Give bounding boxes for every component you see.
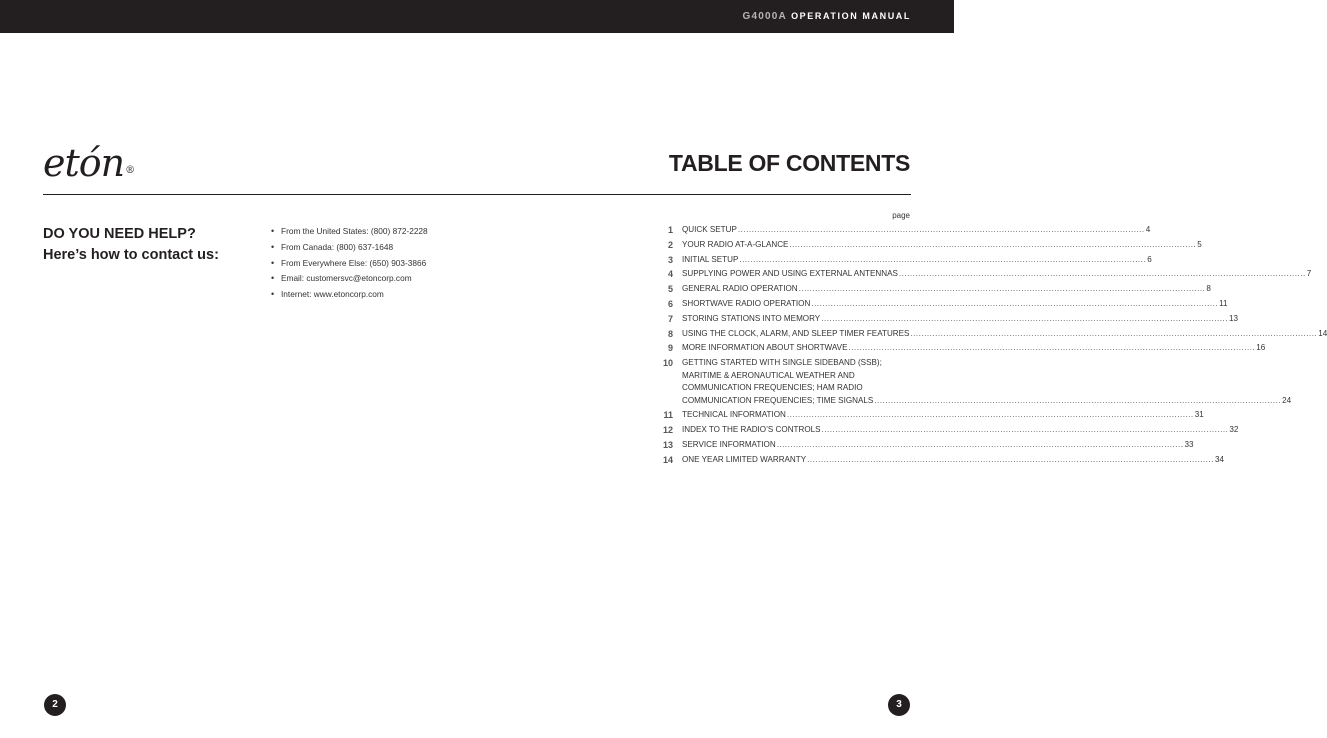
model-name: G4000A [742,11,787,22]
toc-entry-line [682,357,1291,370]
toc-entry-text: INITIAL SETUP [682,254,739,264]
toc-entry-text: USING THE CLOCK, ALARM, AND SLEEP TIMER FEATURES [682,328,910,338]
toc-entry-page: 7 [1306,269,1312,279]
toc-entry [656,342,1266,355]
contact-website: Internet: www.etoncorp.com [281,289,384,300]
toc-entry-page: 8 [1206,284,1211,294]
toc-entry-title [682,283,1211,296]
toc-entry-text: SHORTWAVE RADIO OPERATION [682,298,811,308]
toc-entry-title [682,254,1152,267]
dot-leader [874,395,1281,408]
toc-entry-title [682,224,1150,237]
dot-leader [821,313,1228,326]
toc-entry-line [682,328,1327,341]
divider [43,194,911,195]
toc-entry-line [682,424,1238,437]
toc-entry-line [682,454,1224,467]
page-title: TABLE OF CONTENTS [668,150,910,176]
toc-entry [656,454,1224,467]
page-number-left: 2 [44,694,66,716]
dot-leader [777,439,1184,452]
bullet-icon: • [271,273,275,284]
toc-entry-number: 11 [663,410,673,421]
toc-entry-title [682,298,1228,311]
toc-entry-text: SUPPLYING POWER AND USING EXTERNAL ANTENNAS [682,269,898,279]
bullet-icon: • [271,289,275,300]
manual-label: OPERATION MANUAL [791,11,911,21]
toc-list [656,224,1327,469]
toc-entry-line [682,298,1228,311]
toc-entry [656,283,1211,296]
dot-leader [899,268,1306,281]
toc-entry-line [682,254,1152,267]
toc-entry-number: 9 [667,343,673,354]
toc-entry-text: SERVICE INFORMATION [682,440,776,450]
dot-leader [848,342,1255,355]
toc-entry [656,409,1204,422]
toc-entry-title [682,328,1327,341]
dot-leader [811,298,1218,311]
toc-entry-line [682,370,1291,383]
header-bar [0,0,954,33]
toc-entry-number: 14 [662,454,673,465]
help-line-1: DO YOU NEED HELP? [43,226,196,242]
registered-mark: ® [125,165,135,176]
logo-text: etón [43,141,125,185]
toc-entry-number: 8 [667,328,673,339]
contact-item [271,225,428,241]
toc-entry-title [682,454,1224,467]
toc-entry-page: 4 [1145,225,1151,234]
bullet-icon: • [271,257,275,268]
toc-entry-page: 31 [1194,410,1204,420]
toc-entry-page: 14 [1318,328,1327,338]
toc-entry-page: 33 [1184,440,1194,450]
toc-entry-title [682,342,1265,355]
toc-entry-text: COMMUNICATION FREQUENCIES; HAM RADIO [682,383,863,393]
dot-leader [739,254,1146,267]
contact-item [271,257,428,273]
dot-leader [799,283,1206,296]
contact-item [271,272,428,288]
toc-entry-title [682,424,1238,437]
toc-entry-line [682,342,1265,355]
dot-leader [789,239,1196,252]
toc-entry-title [682,268,1311,281]
toc-entry-number: 2 [667,239,673,250]
toc-entry [656,313,1239,326]
toc-entry-number: 7 [667,313,673,324]
toc-entry [656,224,1151,237]
toc-entry-title [682,313,1238,326]
help-line-2: Here’s how to contact us: [43,247,219,263]
toc-entry-text: COMMUNICATION FREQUENCIES; TIME SIGNALS [682,395,874,405]
contact-item [271,241,428,257]
dot-leader [807,454,1214,467]
toc-entry-text: STORING STATIONS INTO MEMORY [682,313,821,323]
toc-entry-text: GENERAL RADIO OPERATION [682,284,798,294]
page-number-right: 3 [888,694,910,716]
toc-entry-line [682,395,1291,408]
contact-email: Email: customersvc@etoncorp.com [281,273,412,284]
toc-entry-text: TECHNICAL INFORMATION [682,410,786,420]
brand-logo [43,141,135,185]
toc-entry-title [682,439,1194,452]
toc-entry-text: MORE INFORMATION ABOUT SHORTWAVE [682,343,848,353]
toc-entry-text: GETTING STARTED WITH SINGLE SIDEBAND (SSB); [682,358,882,368]
toc-entry-text: ONE YEAR LIMITED WARRANTY [682,454,807,464]
toc-entry-page: 34 [1214,454,1224,464]
toc-entry-text: MARITIME & AERONAUTICAL WEATHER AND [682,370,855,380]
toc-entry [656,254,1152,267]
toc-entry [656,268,1312,281]
toc-entry-page: 32 [1229,425,1239,435]
toc-entry-text: YOUR RADIO AT-A-GLANCE [682,239,789,249]
toc-entry-line [682,409,1204,422]
help-heading [43,224,219,266]
toc-entry-page: 24 [1282,395,1292,405]
header-title [743,11,912,22]
dot-leader [787,409,1194,422]
toc-entry-title [682,409,1204,422]
toc-entry-text: INDEX TO THE RADIO’S CONTROLS [682,425,821,435]
toc-entry [656,328,1327,341]
bullet-icon: • [271,241,275,252]
toc-entry-title [682,357,1291,407]
toc-entry [656,239,1202,252]
toc-entry-page: 11 [1219,298,1228,308]
toc-entry-title [682,239,1202,252]
toc-entry-number: 12 [662,425,673,436]
contact-item [271,288,428,304]
toc-entry [656,439,1194,452]
toc-entry-number: 4 [667,269,673,280]
toc-entry-line [682,313,1238,326]
toc-entry-text: QUICK SETUP [682,225,737,234]
toc-entry-line [682,239,1202,252]
dot-leader [910,328,1317,341]
toc-entry [656,424,1239,437]
contact-list [271,225,428,304]
toc-entry-number: 10 [662,358,673,369]
toc-page-header: page [892,211,910,220]
toc-entry-line [682,283,1211,296]
bullet-icon: • [271,226,275,236]
contact-text: From Everywhere Else: (650) 903-3866 [281,257,427,268]
toc-entry-page: 16 [1256,343,1266,353]
toc-entry-number: 6 [667,298,673,309]
toc-entry-line [682,439,1194,452]
toc-entry-line [682,382,1291,395]
toc-entry-number: 1 [667,225,673,235]
contact-text: From the United States: (800) 872-2228 [281,226,428,236]
toc-entry [656,298,1228,311]
toc-entry-line [682,224,1150,237]
toc-entry-page: 13 [1229,313,1239,323]
toc-entry-number: 3 [667,254,673,265]
toc-entry-number: 5 [667,284,673,295]
contact-text: From Canada: (800) 637-1648 [281,241,394,252]
toc-entry-page: 6 [1147,254,1152,264]
toc-entry-line [682,268,1311,281]
toc-entry-number: 13 [662,440,673,451]
dot-leader [822,424,1229,437]
dot-leader [738,224,1145,237]
toc-entry [656,357,1292,407]
toc-entry-page: 5 [1197,239,1202,249]
